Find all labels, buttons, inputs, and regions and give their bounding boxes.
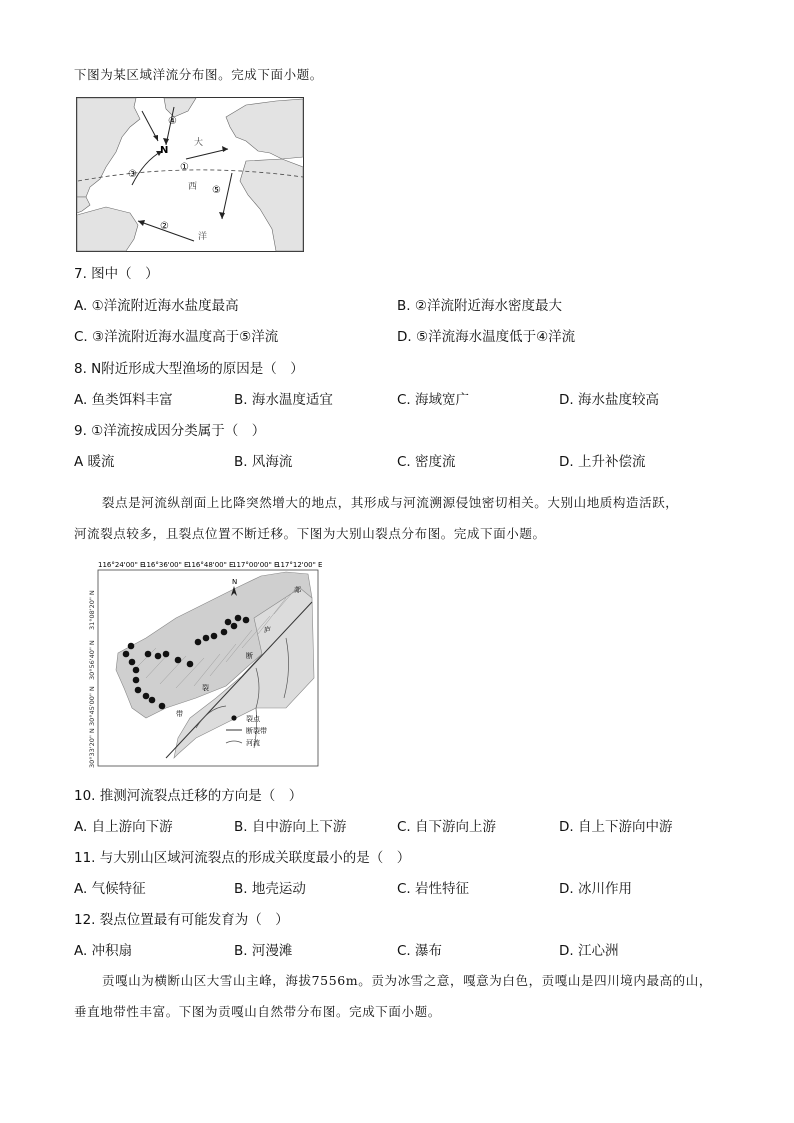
fault-label: 带 [176,710,183,718]
label-current-3: ③ [128,169,137,180]
q9-option-d[interactable]: D. 上升补偿流 [559,454,646,470]
knickpoint-map [86,558,326,770]
q8-stem: 8. N附近形成大型渔场的原因是（ ） [74,361,304,377]
legend-point-label: 裂点 [246,715,260,723]
q7-option-b[interactable]: B. ②洋流附近海水密度最大 [397,298,562,314]
legend-river-label: 河流 [246,739,260,747]
knickpoint-marker [145,651,152,658]
fault-label: 郯 [294,586,301,594]
knickpoint-marker [231,623,238,630]
lon-tick: 116°24'00" E [98,561,145,569]
knickpoint-marker [129,659,136,666]
knickpoint-marker [225,619,232,626]
knickpoint-marker [163,651,170,658]
q12-option-d[interactable]: D. 江心洲 [559,943,619,959]
knickpoint-marker [135,687,142,694]
q12-option-a[interactable]: A. 冲积扇 [74,943,133,959]
lon-tick: 116°36'00" E [142,561,189,569]
knickpoint-map-figure [86,558,326,770]
knickpoint-marker [133,677,140,684]
q10-option-d[interactable]: D. 自上下游向中游 [559,819,673,835]
q12-option-b[interactable]: B. 河漫滩 [234,943,293,959]
legend-fault-label: 断裂带 [246,727,267,735]
ocean-current-map [76,97,304,252]
q10-option-c[interactable]: C. 自下游向上游 [397,819,497,835]
label-current-1: ① [180,162,189,173]
q7-stem: 7. 图中（ ） [74,266,159,282]
intro-text: 下图为某区域洋流分布图。完成下面小题。 [74,67,323,82]
q10-option-a[interactable]: A. 自上游向下游 [74,819,173,835]
label-n: N [160,145,169,156]
q12-stem: 12. 裂点位置最有可能发育为（ ） [74,912,289,928]
knickpoint-marker [211,633,218,640]
q12-option-c[interactable]: C. 瀑布 [397,943,443,959]
fault-label: 庐 [264,626,271,634]
knickpoint-marker [128,643,135,650]
q11-stem: 11. 与大别山区域河流裂点的形成关联度最小的是（ ） [74,850,411,866]
q8-option-c[interactable]: C. 海域宽广 [397,392,470,408]
q7-option-c[interactable]: C. ③洋流附近海水温度高于⑤洋流 [74,329,279,345]
q7-option-a[interactable]: A. ①洋流附近海水盐度最高 [74,298,239,314]
q7-option-d[interactable]: D. ⑤洋流海水温度低于④洋流 [397,329,576,345]
label-current-4: ④ [168,116,177,127]
passage3-line1: 贡嘎山为横断山区大雪山主峰，海拔7556m。贡为冰雪之意，嘎意为白色，贡嘎山是四川境内最高的山， [102,973,712,988]
lat-tick: 30°56'40" N [88,640,96,680]
knickpoint-marker [187,661,194,668]
knickpoint-marker [203,635,210,642]
passage2-line1: 裂点是河流纵剖面上比降突然增大的地点，其形成与河流溯源侵蚀密切相关。大别山地质构造活跃， [102,495,679,510]
lon-tick: 117°00'00" E [232,561,279,569]
knickpoint-marker [221,629,228,636]
lat-tick: 30°33'20" N [88,728,96,768]
lat-tick: 30°45'00" N [88,686,96,726]
fault-label: 断 [246,652,253,660]
ocean-current-map-figure [76,97,304,252]
q11-option-a[interactable]: A. 气候特征 [74,881,146,897]
q11-option-c[interactable]: C. 岩性特征 [397,881,470,897]
north-label: N [232,578,238,586]
label-xi: 西 [188,182,198,192]
knickpoint-marker [123,651,130,658]
q8-option-a[interactable]: A. 鱼类饵料丰富 [74,392,173,408]
knickpoint-marker [243,617,250,624]
q8-option-d[interactable]: D. 海水盐度较高 [559,392,659,408]
q11-option-d[interactable]: D. 冰川作用 [559,881,632,897]
q10-stem: 10. 推测河流裂点迁移的方向是（ ） [74,788,303,804]
knickpoint-marker [175,657,182,664]
q9-option-b[interactable]: B. 风海流 [234,454,293,470]
fault-label: 裂 [202,684,209,692]
q9-stem: 9. ①洋流按成因分类属于（ ） [74,423,266,439]
knickpoint-marker [149,697,156,704]
q11-option-b[interactable]: B. 地壳运动 [234,881,306,897]
knickpoint-marker [143,693,150,700]
lat-tick: 31°08'20" N [88,590,96,630]
knickpoint-marker [235,615,242,622]
south-america-land [77,207,138,251]
knickpoint-marker [195,639,202,646]
knickpoint-marker [133,667,140,674]
legend-point-icon [231,715,236,720]
knickpoint-marker [159,703,166,710]
lon-tick: 116°48'00" E [187,561,234,569]
lon-tick: 117°12'00" E [276,561,323,569]
knickpoint-marker [155,653,162,660]
passage2-line2: 河流裂点较多，且裂点位置不断迁移。下图为大别山裂点分布图。完成下面小题。 [74,526,546,541]
label-current-5: ⑤ [212,185,221,196]
passage3-line2: 垂直地带性丰富。下图为贡嘎山自然带分布图。完成下面小题。 [74,1004,441,1019]
label-yang: 洋 [198,232,208,242]
label-da: 大 [194,138,204,148]
label-current-2: ② [160,221,169,232]
q9-option-c[interactable]: C. 密度流 [397,454,456,470]
q9-option-a[interactable]: A 暖流 [74,454,115,470]
q8-option-b[interactable]: B. 海水温度适宜 [234,392,333,408]
q10-option-b[interactable]: B. 自中游向上下游 [234,819,347,835]
